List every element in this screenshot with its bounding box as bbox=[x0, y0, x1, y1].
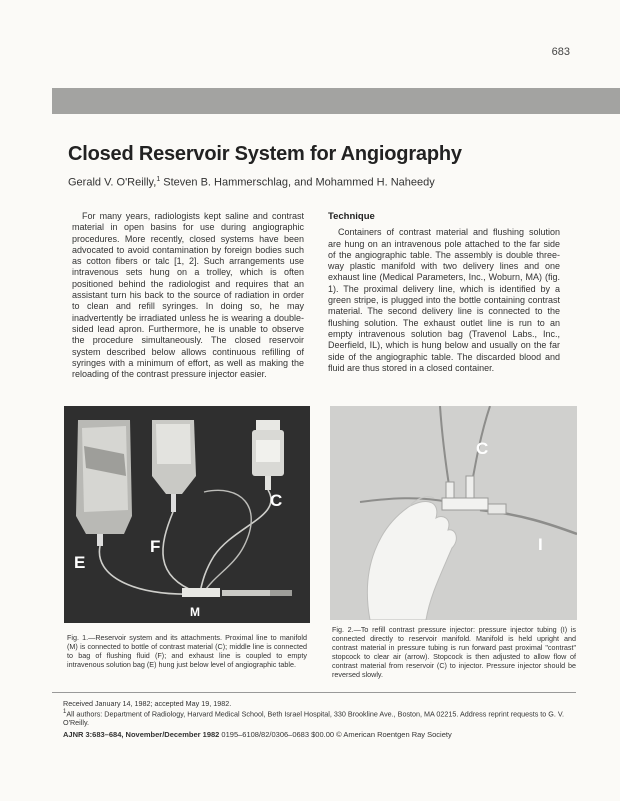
received-note: Received January 14, 1982; accepted May 19, 1982. bbox=[63, 699, 232, 708]
journal-citation: AJNR 3:683–684, November/December 1982 bbox=[63, 730, 220, 739]
intro-paragraph: For many years, radiologists kept saline and contrast material in open basins for use during angiographic procedures. More recently, closed systems have been advocated to avoid contamination by foreign bodies such as cotton fibers or talc [1, 2]. Such arrangements use intravenous sets hung on a trolley, which is often positioned behind the radiologist and requires that an assistant turn his back to the source of radiation in order to clean and refill syringes. In doing so, he may inadvertently be irradiated unless he is wearing a double-sided lead apron. Furthermore, he is unable to observe the procedure simultaneously. The closed reservoir system described below allows continuous refilling of syringes with a minimum of effort, as well as making the reloading of the contrast pressure injector easier. bbox=[72, 211, 304, 380]
section-heading-technique: Technique bbox=[328, 211, 375, 222]
figure-1-label-c: C bbox=[270, 491, 283, 510]
figure-1-label-e: E bbox=[74, 553, 86, 572]
page-number: 683 bbox=[551, 46, 570, 58]
footnotes bbox=[63, 699, 579, 727]
figure-2-illustration bbox=[330, 406, 577, 620]
author-rest: Steven B. Hammerschlag, and Mohammed H. Naheedy bbox=[160, 176, 435, 189]
figure-1-caption: Fig. 1.—Reservoir system and its attachments. Proximal line to manifold (M) is connected to bottle of contrast material (C); middle line is connected to bag of flushing fluid (F); and exhaust line is coupled to empty intravenous solution bag (E) hung just below level of angiographic table. bbox=[67, 633, 307, 669]
technique-column bbox=[328, 211, 560, 374]
article-title: Closed Reservoir System for Angiography bbox=[68, 143, 462, 165]
figure-1-label-m: M bbox=[190, 605, 200, 619]
intro-column bbox=[72, 211, 304, 380]
figure-2-label-c: C bbox=[476, 439, 489, 458]
author-list bbox=[68, 176, 435, 189]
figure-1-illustration bbox=[64, 406, 310, 623]
figure-2-label-i: I bbox=[538, 535, 543, 554]
footnote-divider bbox=[52, 692, 576, 693]
affiliation-footnote-mark: 1 bbox=[63, 709, 67, 715]
author-first: Gerald V. O'Reilly, bbox=[68, 176, 157, 189]
figure-2-caption: Fig. 2.—To refill contrast pressure injector: pressure injector tubing (I) is connected directly to reservoir manifold. Manifold is held upright and contrast material in pressure tubing is run forward past proximal "contrast" stopcock to clear air (arrow). Stopcock is then adjusted to allow flow of contrast material from reservoir (C) to injector. Pressure injector should be reversed slowly. bbox=[332, 625, 576, 679]
journal-citation-line bbox=[63, 730, 452, 739]
technique-paragraph: Containers of contrast material and flushing solution are hung on an intravenous pole attached to the far side of the angiographic table. The assembly is double three-way plastic manifold with two delivery lines and one exhaust line (Medical Parameters, Inc., Woburn, MA) (fig. 1). The proximal delivery line, which is identified by a green stripe, is plugged into the bottle containing contrast material. The second delivery line is connected to the flushing solution. The exhaust outlet line is run to an empty intravenous solution bag (Travenol Labs., Inc., Deerfield, IL), which is hung below and usually on the far side of the angiographic table. The discarded blood and fluid are thus stored in a closed container. bbox=[328, 227, 560, 373]
figure-1-photo bbox=[64, 406, 310, 623]
affiliation-note bbox=[63, 708, 579, 727]
header-band bbox=[52, 88, 620, 114]
author-footnote-mark: 1 bbox=[156, 176, 161, 183]
figure-1-label-f: F bbox=[150, 537, 161, 556]
journal-copyright: 0195–6108/82/0306–0683 $00.00 © American Roentgen Ray Society bbox=[219, 730, 452, 739]
figure-2-photo bbox=[330, 406, 577, 620]
affiliation-text: All authors: Department of Radiology, Harvard Medical School, Beth Israel Hospital, 330 Brookline Ave., Boston, MA 02215. Address reprint requests to G. V. O'Reilly. bbox=[63, 709, 565, 728]
